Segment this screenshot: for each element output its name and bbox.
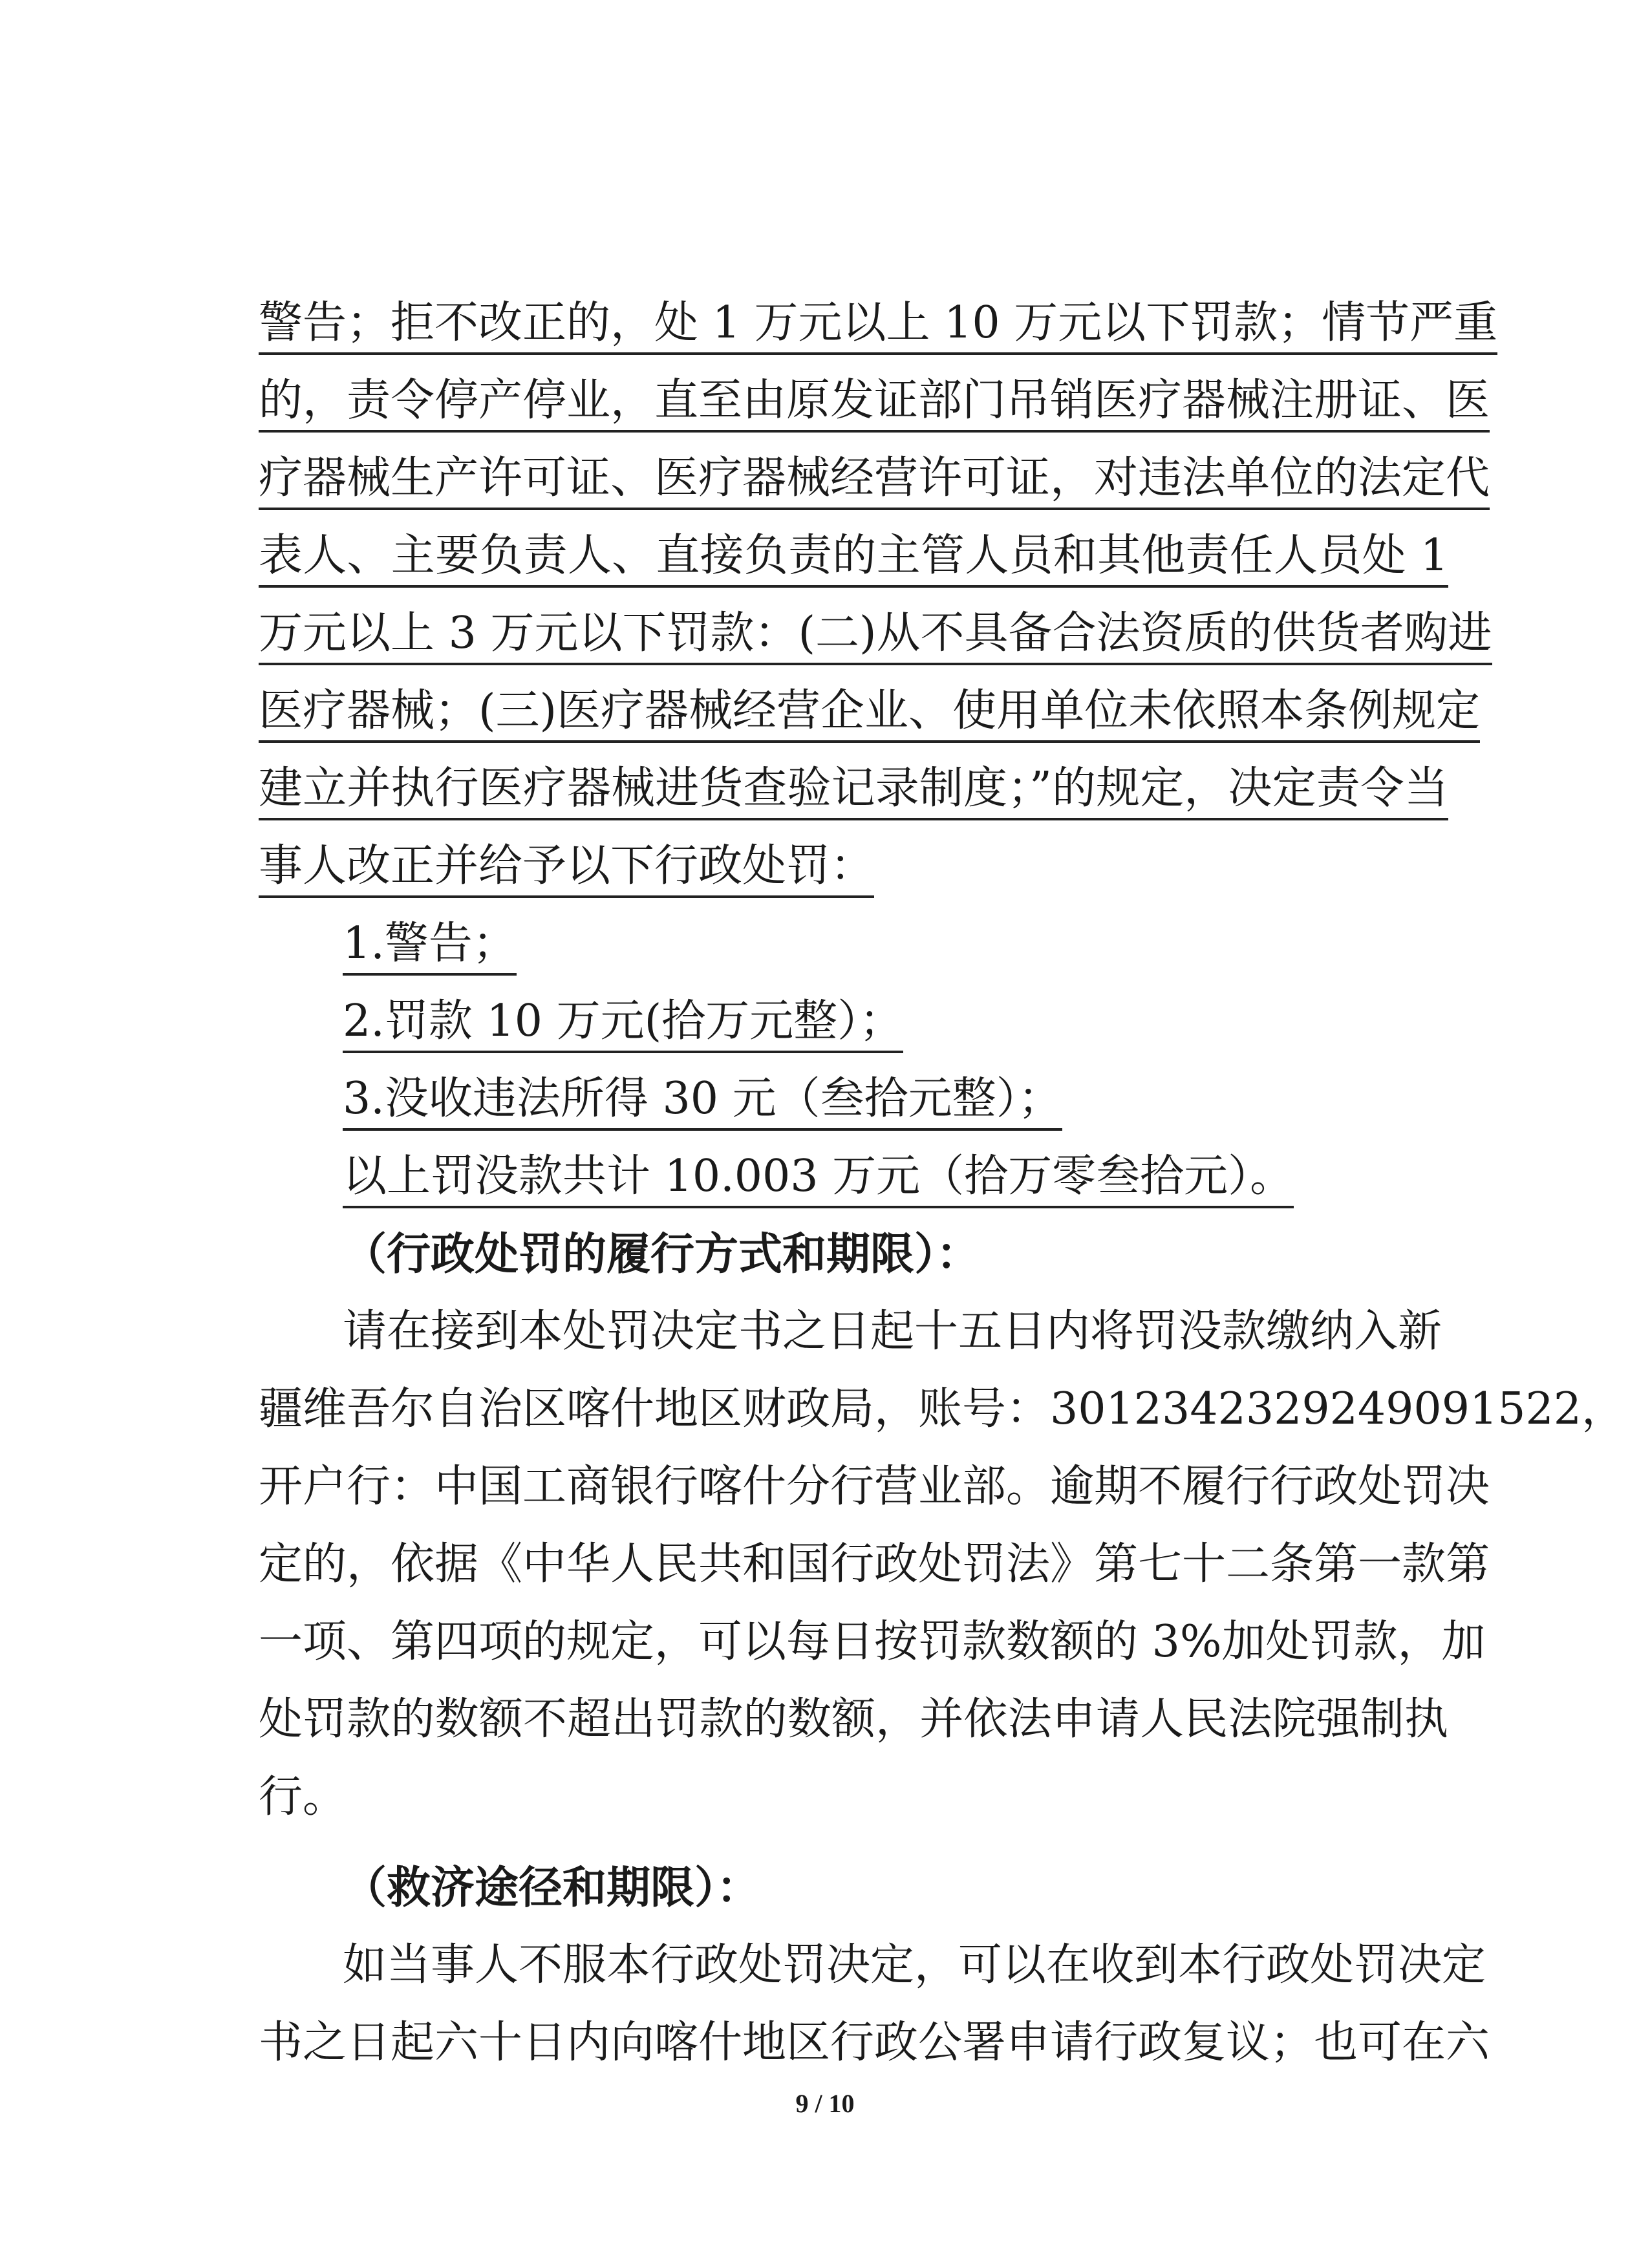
body-line-7: 建立并执行医疗器械进货查验记录制度；”的规定，决定责令当	[259, 750, 1448, 828]
penalty-item-3: 3.没收违法所得 30 元（叁拾元整）；	[343, 1060, 1532, 1138]
body-line-2: 的，责令停产停业，直至由原发证部门吊销医疗器械注册证、医	[259, 362, 1448, 440]
payment-line-2: 疆维吾尔自治区喀什地区财政局，账号：3012342329249091522，	[259, 1384, 1626, 1435]
payment-line-5: 一项、第四项的规定，可以每日按罚款数额的 3%加处罚款，加	[259, 1616, 1486, 1667]
payment-line-3: 开户行：中国工商银行喀什分行营业部。逾期不履行行政处罚决	[259, 1461, 1490, 1512]
section-heading-payment: （行政处罚的履行方式和期限）：	[343, 1228, 981, 1280]
page-number: 9 / 10	[795, 2089, 855, 2118]
body-line-4: 表人、主要负责人、直接负责的主管人员和其他责任人员处 1	[259, 517, 1448, 595]
payment-line-7: 行。	[259, 1771, 347, 1823]
body-line-3: 疗器械生产许可证、医疗器械经营许可证，对违法单位的法定代	[259, 440, 1448, 517]
payment-line-6: 处罚款的数额不超出罚款的数额，并依法申请人民法院强制执	[259, 1694, 1448, 1745]
payment-line-4: 定的，依据《中华人民共和国行政处罚法》第七十二条第一款第	[259, 1539, 1490, 1590]
remedy-line-1: 如当事人不服本行政处罚决定，可以在收到本行政处罚决定	[343, 1940, 1486, 1991]
payment-line-1: 请在接到本处罚决定书之日起十五日内将罚没款缴纳入新	[343, 1306, 1442, 1357]
section-heading-remedy: （救济途径和期限）：	[343, 1862, 761, 1914]
body-line-1: 警告；拒不改正的，处 1 万元以上 10 万元以下罚款；情节严重	[259, 284, 1448, 362]
penalty-item-2: 2.罚款 10 万元(拾万元整）；	[343, 983, 1532, 1060]
body-line-8: 事人改正并给予以下行政处罚：	[259, 828, 1448, 905]
body-line-5: 万元以上 3 万元以下罚款：(二)从不具备合法资质的供货者购进	[259, 595, 1448, 672]
body-line-6: 医疗器械；(三)医疗器械经营企业、使用单位未依照本条例规定	[259, 672, 1448, 750]
remedy-line-2: 书之日起六十日内向喀什地区行政公署申请行政复议；也可在六	[259, 2017, 1490, 2068]
penalty-item-1: 1.警告；	[343, 905, 1532, 983]
penalty-total: 以上罚没款共计 10.003 万元（拾万零叁拾元）。	[343, 1138, 1532, 1215]
